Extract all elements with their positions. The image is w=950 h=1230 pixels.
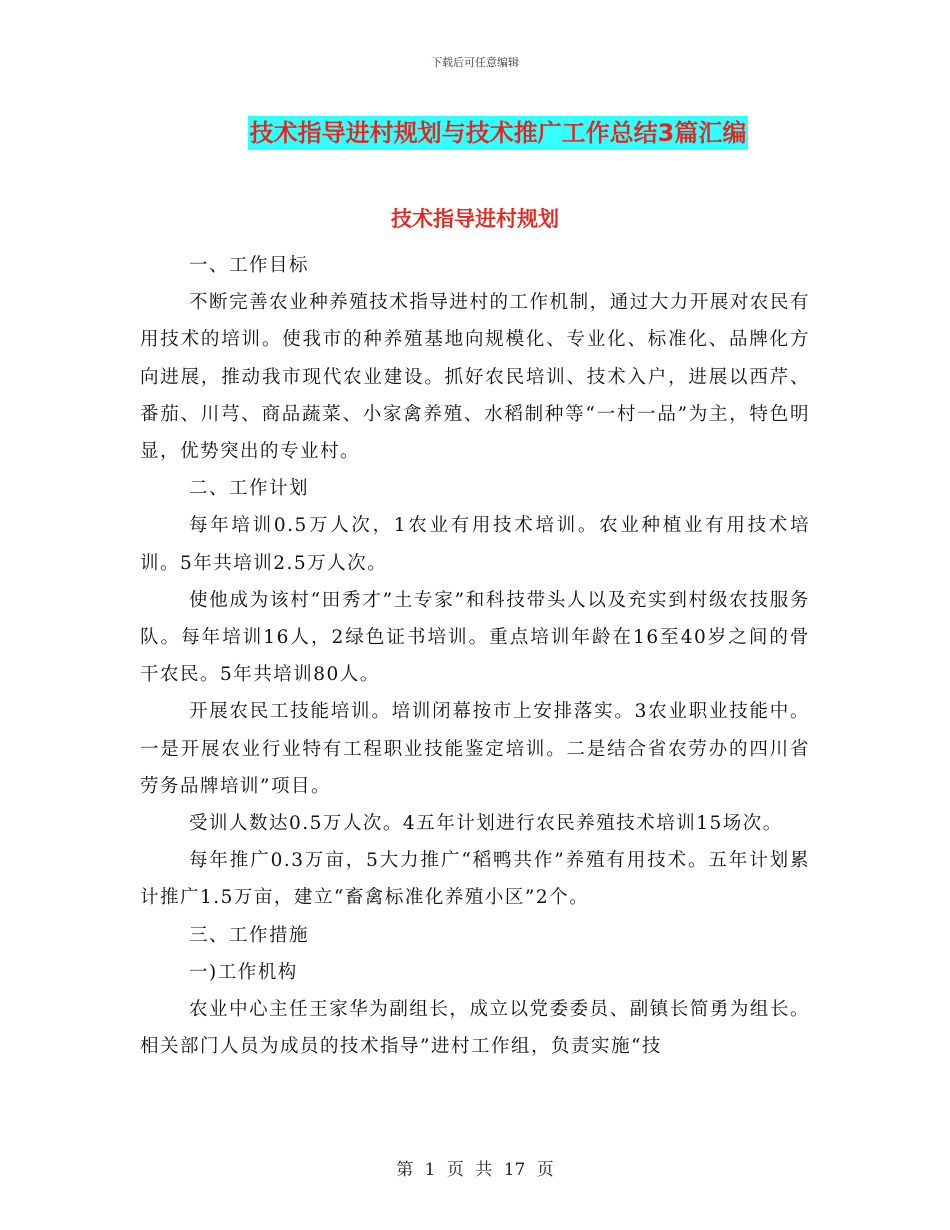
- paragraph-plan-5: 每年推广0.3万亩，5大力推广“稻鸭共作”养殖有用技术。五年计划累计推广1.5万亩，建立“畜禽标准化养殖小区”2个。: [140, 850, 810, 909]
- heading-plan: 二、工作计划: [189, 478, 310, 500]
- subheading-organization: 一)工作机构: [189, 961, 298, 983]
- document-title: [0, 113, 950, 148]
- paragraph-plan-4: 受训人数达0.5万人次。4五年计划进行农民养殖技术培训15场次。: [189, 813, 783, 835]
- paragraph-goals: 不断完善农业种养殖技术指导进村的工作机制，通过大力开展对农民有用技术的培训。使我市的种养殖基地向规模化、专业化、标准化、品牌化方向进展，推动我市现代农业建设。抓好农民培训、技术入户，进展以西芹、番茄、川芎、商品蔬菜、小家禽养殖、水稻制种等“一村一品”为主，特色明显，优势突出的专业村。: [140, 292, 810, 463]
- page-header-note: 下载后可任意编辑: [431, 56, 519, 69]
- heading-measures: 三、工作措施: [189, 924, 310, 946]
- paragraph-plan-3: 开展农民工技能培训。培训闭幕按市上安排落实。3农业职业技能中。一是开展农业行业特有工程职业技能鉴定培训。二是结合省农劳办的四川省劳务品牌培训”项目。: [140, 701, 810, 797]
- document-body: [140, 247, 810, 1065]
- paragraph-organization: 农业中心主任王家华为副组长，成立以党委委员、副镇长简勇为组长。相关部门人员为成员的技术指导”进村工作组，负责实施“技: [140, 999, 810, 1058]
- section-title: 技术指导进村规划: [391, 207, 559, 231]
- paragraph-plan-2: 使他成为该村“田秀才”土专家”和科技带头人以及充实到村级农技服务队。每年培训16人，2绿色证书培训。重点培训年龄在16至40岁之间的骨干农民。5年共培训80人。: [140, 589, 810, 686]
- paragraph-plan-1: 每年培训0.5万人次，1农业有用技术培训。农业种植业有用技术培训。5年共培训2.5万人次。: [140, 515, 810, 574]
- document-title-highlight: 技术指导进村规划与技术推广工作总结3篇汇编: [248, 116, 749, 150]
- page-footer-number: 第 1 页 共 17 页: [396, 1160, 554, 1180]
- heading-goals: 一、工作目标: [189, 255, 310, 276]
